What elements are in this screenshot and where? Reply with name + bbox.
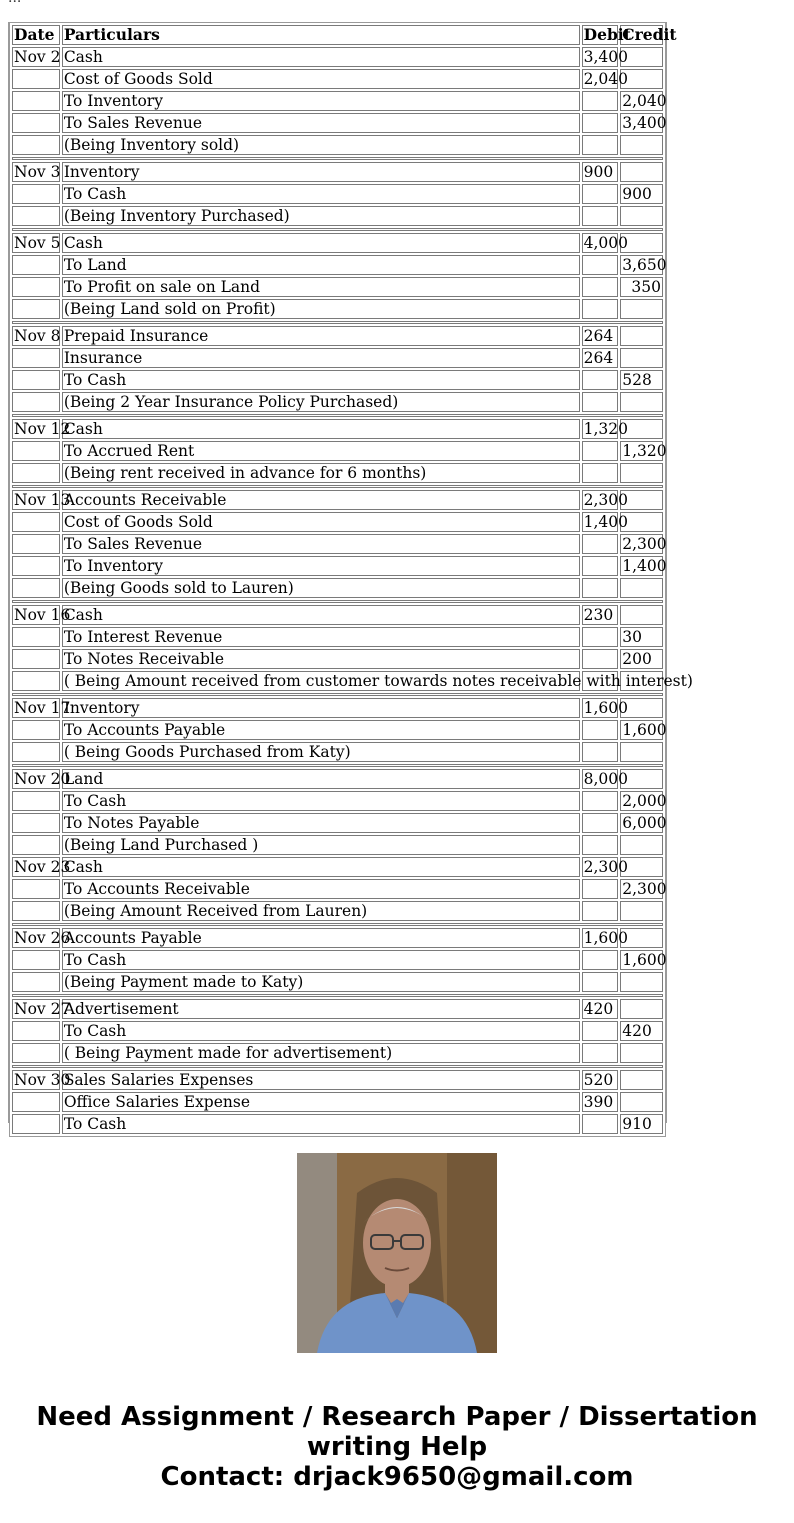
cell-particulars: To Interest Revenue [62, 627, 580, 647]
entry-separator [12, 994, 663, 997]
table-row [12, 463, 663, 483]
cell-debit [582, 742, 619, 762]
cell-particulars: To Cash [62, 1114, 580, 1134]
cell-particulars: Inventory [62, 698, 580, 718]
table-row [12, 578, 663, 598]
cell-date [12, 879, 60, 899]
entry-separator [12, 157, 663, 160]
cell-particulars: To Land [62, 255, 580, 275]
cell-debit: 1,320 [583, 420, 629, 438]
table-header-row [12, 25, 663, 45]
cell-particulars: Advertisement [62, 999, 580, 1019]
table-row [12, 534, 663, 554]
header-credit: Credit [622, 25, 677, 44]
separator-cell [12, 600, 663, 603]
table-row [12, 441, 663, 461]
cell-particulars: (Being Goods sold to Lauren) [62, 578, 580, 598]
cell-particulars: (Being Inventory sold) [62, 135, 580, 155]
cell-debit [582, 835, 619, 855]
journal-table-container [8, 22, 693, 1133]
table-row [12, 769, 663, 789]
table-row [12, 255, 663, 275]
header-particulars: Particulars [62, 25, 580, 45]
cell-debit: 2,040 [583, 70, 629, 88]
cell-date [12, 791, 60, 811]
cell-date [12, 441, 60, 461]
cell-debit [582, 578, 619, 598]
cell-debit [582, 791, 619, 811]
cell-credit: 3,650 [622, 256, 667, 274]
entry-separator [12, 414, 663, 417]
cell-date [12, 255, 60, 275]
table-row [12, 113, 663, 133]
cell-particulars: To Inventory [62, 556, 580, 576]
cell-debit: 264 [582, 348, 619, 368]
separator-cell [12, 994, 663, 997]
cell-debit: 900 [582, 162, 619, 182]
cell-particulars: Prepaid Insurance [62, 326, 580, 346]
cell-debit [582, 277, 619, 297]
cell-date [12, 813, 60, 833]
cell-debit [582, 463, 619, 483]
table-row [12, 605, 663, 625]
separator-cell [12, 693, 663, 696]
cell-date: Nov 3 [14, 163, 61, 181]
table-row [12, 206, 663, 226]
cell-debit: 4,000 [583, 234, 629, 252]
cell-debit [582, 950, 619, 970]
entry-separator [12, 923, 663, 926]
cell-particulars: Accounts Receivable [62, 490, 580, 510]
cell-credit [620, 999, 663, 1019]
table-row [12, 556, 663, 576]
cell-date [12, 671, 60, 691]
entry-separator [12, 1065, 663, 1068]
cell-date: Nov 12 [14, 420, 71, 438]
cell-particulars: Insurance [62, 348, 580, 368]
cell-particulars: To Sales Revenue [62, 113, 580, 133]
author-avatar [297, 1153, 497, 1353]
cell-particulars: ( Being Amount received from customer towards notes receivable with interest) [63, 672, 693, 690]
entry-separator [12, 693, 663, 696]
cell-particulars: Cash [62, 605, 580, 625]
cell-debit: 1,600 [583, 699, 629, 717]
cell-date [12, 901, 60, 921]
cell-date [12, 512, 60, 532]
separator-cell [12, 923, 663, 926]
cell-debit [582, 901, 619, 921]
journal-body [12, 47, 693, 1134]
cell-particulars: To Cash [62, 370, 580, 390]
cell-credit [620, 326, 663, 346]
cell-particulars: (Being Inventory Purchased) [62, 206, 580, 226]
cell-particulars: Cash [62, 419, 580, 439]
cell-particulars: To Notes Receivable [62, 649, 580, 669]
cell-debit [582, 879, 619, 899]
cell-date: Nov 30 [14, 1071, 71, 1089]
table-row [12, 999, 663, 1019]
table-row [12, 392, 663, 412]
cell-particulars: To Cash [62, 791, 580, 811]
cell-date [12, 1114, 60, 1134]
cell-debit: 2,300 [583, 491, 629, 509]
cell-credit: 30 [620, 627, 663, 647]
table-row [12, 1021, 663, 1041]
cell-credit: 528 [620, 370, 663, 390]
cell-debit [582, 255, 619, 275]
table-row [12, 233, 663, 253]
table-row [12, 184, 663, 204]
cell-particulars: (Being Land Purchased ) [62, 835, 580, 855]
cell-credit: 1,400 [622, 557, 667, 575]
cell-debit [582, 299, 619, 319]
cell-debit [582, 972, 619, 992]
cell-credit [620, 835, 663, 855]
cell-credit: 420 [620, 1021, 663, 1041]
cell-date: Nov 27 [14, 1000, 71, 1018]
cell-particulars: To Accounts Payable [62, 720, 580, 740]
cell-debit [582, 1021, 619, 1041]
cell-particulars: To Accrued Rent [62, 441, 580, 461]
cell-debit: 3,400 [583, 48, 629, 66]
separator-cell [12, 157, 663, 160]
table-row [12, 972, 663, 992]
cell-credit: 1,600 [622, 721, 667, 739]
cell-debit [582, 392, 619, 412]
cell-debit: 390 [582, 1092, 619, 1112]
cell-date: Nov 8 [14, 327, 61, 345]
cell-particulars: To Cash [62, 184, 580, 204]
cell-particulars: (Being Amount Received from Lauren) [62, 901, 580, 921]
cell-date [12, 135, 60, 155]
separator-cell [12, 485, 663, 488]
cell-debit [582, 720, 619, 740]
table-row [12, 490, 663, 510]
cell-date [12, 277, 60, 297]
cell-credit [620, 901, 663, 921]
cell-particulars: Cost of Goods Sold [62, 512, 580, 532]
cell-date [12, 950, 60, 970]
cell-debit [582, 556, 619, 576]
cell-particulars: ( Being Goods Purchased from Katy) [62, 742, 580, 762]
table-row [12, 671, 663, 691]
cell-date [12, 1043, 60, 1063]
cell-debit [582, 813, 619, 833]
cell-debit [582, 370, 619, 390]
table-row [12, 69, 663, 89]
table-row [12, 326, 663, 346]
cell-debit: 1,400 [583, 513, 629, 531]
cell-debit: 1,600 [583, 929, 629, 947]
cell-credit [620, 1070, 663, 1090]
cell-date [12, 348, 60, 368]
cell-date [12, 556, 60, 576]
cell-credit: 1,600 [622, 951, 667, 969]
cell-debit: 520 [582, 1070, 619, 1090]
cell-credit: 2,300 [622, 880, 667, 898]
cell-debit [582, 135, 619, 155]
table-row [12, 162, 663, 182]
cell-debit [582, 627, 619, 647]
cell-date [12, 835, 60, 855]
cell-particulars: To Cash [62, 1021, 580, 1041]
cell-credit: 6,000 [622, 814, 667, 832]
cell-credit: 350 [620, 277, 663, 297]
cell-credit [620, 392, 663, 412]
cell-debit: 2,300 [583, 858, 629, 876]
table-row [12, 901, 663, 921]
entry-separator [12, 600, 663, 603]
cell-debit: 420 [582, 999, 619, 1019]
top-cutoff-text [8, 0, 21, 6]
table-row [12, 879, 663, 899]
cell-credit [620, 578, 663, 598]
cell-date [12, 1021, 60, 1041]
cell-credit: 1,320 [622, 442, 667, 460]
cell-debit [582, 649, 619, 669]
cell-date [12, 69, 60, 89]
cell-particulars: Cash [62, 233, 580, 253]
table-row [12, 277, 663, 297]
table-row [12, 791, 663, 811]
cell-date: Nov 17 [14, 699, 71, 717]
cell-debit [582, 113, 619, 133]
cell-particulars: Accounts Payable [62, 928, 580, 948]
table-row [12, 91, 663, 111]
cell-credit: 3,400 [622, 114, 667, 132]
table-row [12, 1114, 663, 1134]
table-row [12, 742, 663, 762]
cell-credit: 2,040 [622, 92, 667, 110]
promo-contact: Contact: drjack9650@gmail.com [160, 1462, 634, 1492]
cell-particulars: (Being Land sold on Profit) [62, 299, 580, 319]
header-debit: Debit [583, 25, 631, 44]
cell-particulars: Cost of Goods Sold [62, 69, 580, 89]
cell-particulars: To Notes Payable [62, 813, 580, 833]
cell-date [12, 578, 60, 598]
cell-date: Nov 2 [14, 48, 61, 66]
cell-credit [620, 135, 663, 155]
cell-credit [620, 299, 663, 319]
cell-debit: 230 [582, 605, 619, 625]
entry-separator [12, 764, 663, 767]
cell-credit [620, 742, 663, 762]
cell-date [12, 649, 60, 669]
table-row [12, 348, 663, 368]
cell-date [12, 972, 60, 992]
separator-cell [12, 228, 663, 231]
table-row [12, 47, 663, 67]
person-photo-icon [297, 1153, 497, 1353]
table-row [12, 649, 663, 669]
promo-banner [0, 1402, 794, 1492]
cell-particulars: Office Salaries Expense [62, 1092, 580, 1112]
cell-date [12, 463, 60, 483]
cell-credit [620, 463, 663, 483]
cell-credit [620, 1092, 663, 1112]
table-row [12, 928, 663, 948]
table-row [12, 370, 663, 390]
separator-cell [12, 1065, 663, 1068]
table-row [12, 512, 663, 532]
table-row [12, 627, 663, 647]
cell-date [12, 370, 60, 390]
separator-cell [12, 321, 663, 324]
table-row [12, 1070, 663, 1090]
cell-date [12, 742, 60, 762]
journal-entries-table [9, 22, 693, 1137]
entry-separator [12, 228, 663, 231]
cell-debit [582, 441, 619, 461]
cell-credit [620, 972, 663, 992]
cell-particulars: Cash [62, 857, 580, 877]
cell-credit [620, 605, 663, 625]
cell-debit [582, 184, 619, 204]
table-row [12, 720, 663, 740]
cell-particulars: Cash [62, 47, 580, 67]
cell-particulars: (Being rent received in advance for 6 months) [62, 463, 580, 483]
cell-particulars: To Profit on sale on Land [62, 277, 580, 297]
cell-date: Nov 23 [14, 858, 71, 876]
table-row [12, 698, 663, 718]
entry-separator [12, 321, 663, 324]
table-row [12, 1043, 663, 1063]
cell-date [12, 1092, 60, 1112]
cell-debit: 264 [582, 326, 619, 346]
cell-date: Nov 16 [14, 606, 71, 624]
table-row [12, 813, 663, 833]
cell-credit [620, 348, 663, 368]
separator-cell [12, 764, 663, 767]
cell-debit [582, 91, 619, 111]
cell-date: Nov 26 [14, 929, 71, 947]
table-row [12, 419, 663, 439]
cell-debit [582, 206, 619, 226]
cell-date [12, 184, 60, 204]
cell-date [12, 113, 60, 133]
table-row [12, 135, 663, 155]
cell-particulars: Sales Salaries Expenses [62, 1070, 580, 1090]
cell-credit: 2,300 [622, 535, 667, 553]
cell-date [12, 627, 60, 647]
cell-debit [582, 534, 619, 554]
cell-particulars: Land [62, 769, 580, 789]
cell-date [12, 206, 60, 226]
cell-particulars: To Accounts Receivable [62, 879, 580, 899]
cell-credit [620, 206, 663, 226]
cell-date [12, 720, 60, 740]
table-row [12, 950, 663, 970]
cell-date [12, 299, 60, 319]
cell-credit: 2,000 [622, 792, 667, 810]
promo-line-2: writing Help [306, 1432, 488, 1462]
cell-date [12, 91, 60, 111]
cell-credit [620, 1043, 663, 1063]
entry-separator [12, 485, 663, 488]
cell-particulars: (Being 2 Year Insurance Policy Purchased) [62, 392, 580, 412]
separator-cell [12, 414, 663, 417]
table-row [12, 857, 663, 877]
cell-particulars: To Cash [62, 950, 580, 970]
cell-particulars: (Being Payment made to Katy) [62, 972, 580, 992]
cell-date [12, 534, 60, 554]
cell-credit: 910 [620, 1114, 663, 1134]
cell-date [12, 392, 60, 412]
cell-credit: 200 [620, 649, 663, 669]
cell-particulars: ( Being Payment made for advertisement) [62, 1043, 580, 1063]
header-date: Date [12, 25, 60, 45]
cell-date: Nov 5 [14, 234, 61, 252]
table-row [12, 835, 663, 855]
table-row [12, 299, 663, 319]
cell-particulars: To Sales Revenue [62, 534, 580, 554]
cell-debit: 8,000 [583, 770, 629, 788]
promo-line-1: Need Assignment / Research Paper / Dissertation [36, 1402, 758, 1432]
cell-date: Nov 20 [14, 770, 71, 788]
cell-credit: 900 [620, 184, 663, 204]
cell-particulars: Inventory [62, 162, 580, 182]
table-row [12, 1092, 663, 1112]
cell-debit [582, 1043, 619, 1063]
cell-particulars: To Inventory [62, 91, 580, 111]
cell-credit [620, 162, 663, 182]
cell-debit [582, 1114, 619, 1134]
cell-date: Nov 13 [14, 491, 71, 509]
